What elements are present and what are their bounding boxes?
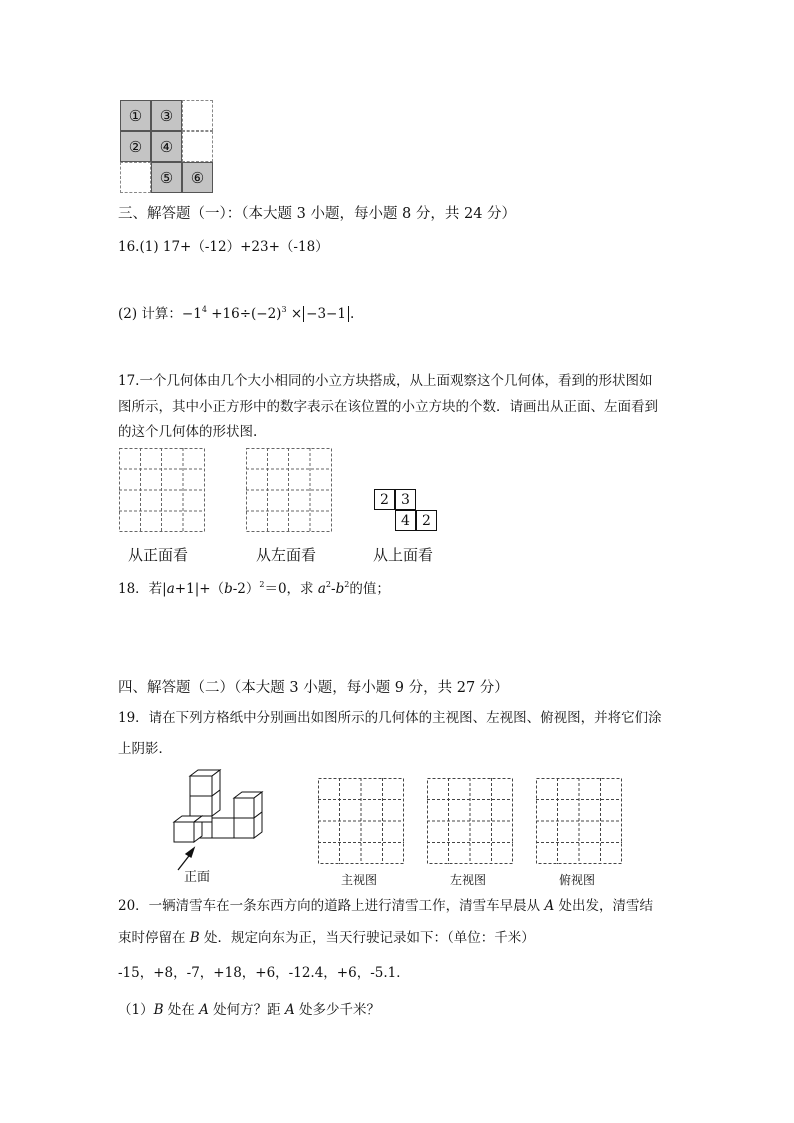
figure-cell-5: ⑤	[151, 162, 182, 193]
q17-line1: 17.一个几何体由几个大小相同的小立方块搭成，从上面观察这个几何体，看到的形状图如	[118, 373, 653, 389]
q18-text: 18．若$|a+1|+(b-2)^2=0$，求 $a^2-b^2$的值；	[118, 580, 390, 597]
figure-cell-empty	[182, 131, 213, 162]
q20-records: -15，+8，-7，+18，+6，-12.4，+6，-5.1．	[118, 965, 410, 981]
figure-cell-3: ③	[151, 100, 182, 131]
top-view-cell: 3	[395, 489, 416, 510]
q19-top-view-grid[interactable]	[536, 778, 622, 864]
q19-main-view-grid[interactable]	[318, 778, 404, 864]
figure-cell-empty	[182, 100, 213, 131]
top-view-label: 俯视图	[559, 873, 596, 887]
q16-expr: $-1^4 +16\div(-2)^3 \times -3-1$	[182, 306, 350, 322]
label-front-view: 从正面看	[128, 546, 189, 564]
figure-cell-1: ①	[120, 100, 151, 131]
top-view-cell: 2	[416, 510, 437, 531]
main-view-label: 主视图	[341, 873, 378, 887]
q17-line2: 图所示，其中小正方形中的数字表示在该位置的小立方块的个数．请画出从正面、左面看到	[118, 399, 658, 415]
q19-line1: 19．请在下列方格纸中分别画出如图所示的几何体的主视图、左视图、俯视图，并将它们涂	[118, 710, 662, 726]
left-view-label: 左视图	[450, 873, 487, 887]
label-left-view: 从左面看	[256, 546, 317, 564]
section-4-heading: 四、解答题（二）（本大题 3 小题，每小题 9 分，共 27 分）	[118, 680, 509, 696]
front-direction-label: 正面	[184, 870, 211, 885]
q17-front-view-grid[interactable]	[119, 448, 205, 532]
q16-part2: (2) 计算：$-1^4 +16\div(-2)^3 \times -3-1$ .	[118, 305, 355, 322]
top-shaded-figure	[120, 100, 216, 196]
q16-part1: 16.(1) 17+（-12）+23+（-18）	[118, 239, 329, 255]
q17-left-view-grid[interactable]	[246, 448, 332, 532]
top-view-cell: 4	[395, 510, 416, 531]
q19-line2: 上阴影．	[118, 741, 172, 757]
q17-line3: 的这个几何体的形状图.	[118, 424, 258, 440]
figure-cell-4: ④	[151, 131, 182, 162]
figure-cell-empty	[120, 162, 151, 193]
q20-line1: 20．一辆清雪车在一条东西方向的道路上进行清雪工作，清雪车早晨从 A 处出发，清雪结	[118, 898, 654, 914]
top-view-cell: 2	[374, 489, 395, 510]
q19-cube-solid-figure	[168, 768, 268, 888]
q19-left-view-grid[interactable]	[427, 778, 513, 864]
q16-part2-prefix: (2) 计算：	[118, 306, 182, 322]
q20-line2: 束时停留在 B 处．规定向东为正，当天行驶记录如下：（单位：千米）	[118, 930, 535, 946]
label-top-view: 从上面看	[373, 546, 434, 564]
figure-cell-6: ⑥	[182, 162, 213, 193]
section-3-heading: 三、解答题（一）：（本大题 3 小题，每小题 8 分，共 24 分）	[118, 206, 517, 222]
q17-top-view	[374, 489, 440, 531]
q20-sub1: （1）B 处在 A 处何方？距 A 处多少千米？	[118, 1002, 380, 1018]
figure-cell-2: ②	[120, 131, 151, 162]
